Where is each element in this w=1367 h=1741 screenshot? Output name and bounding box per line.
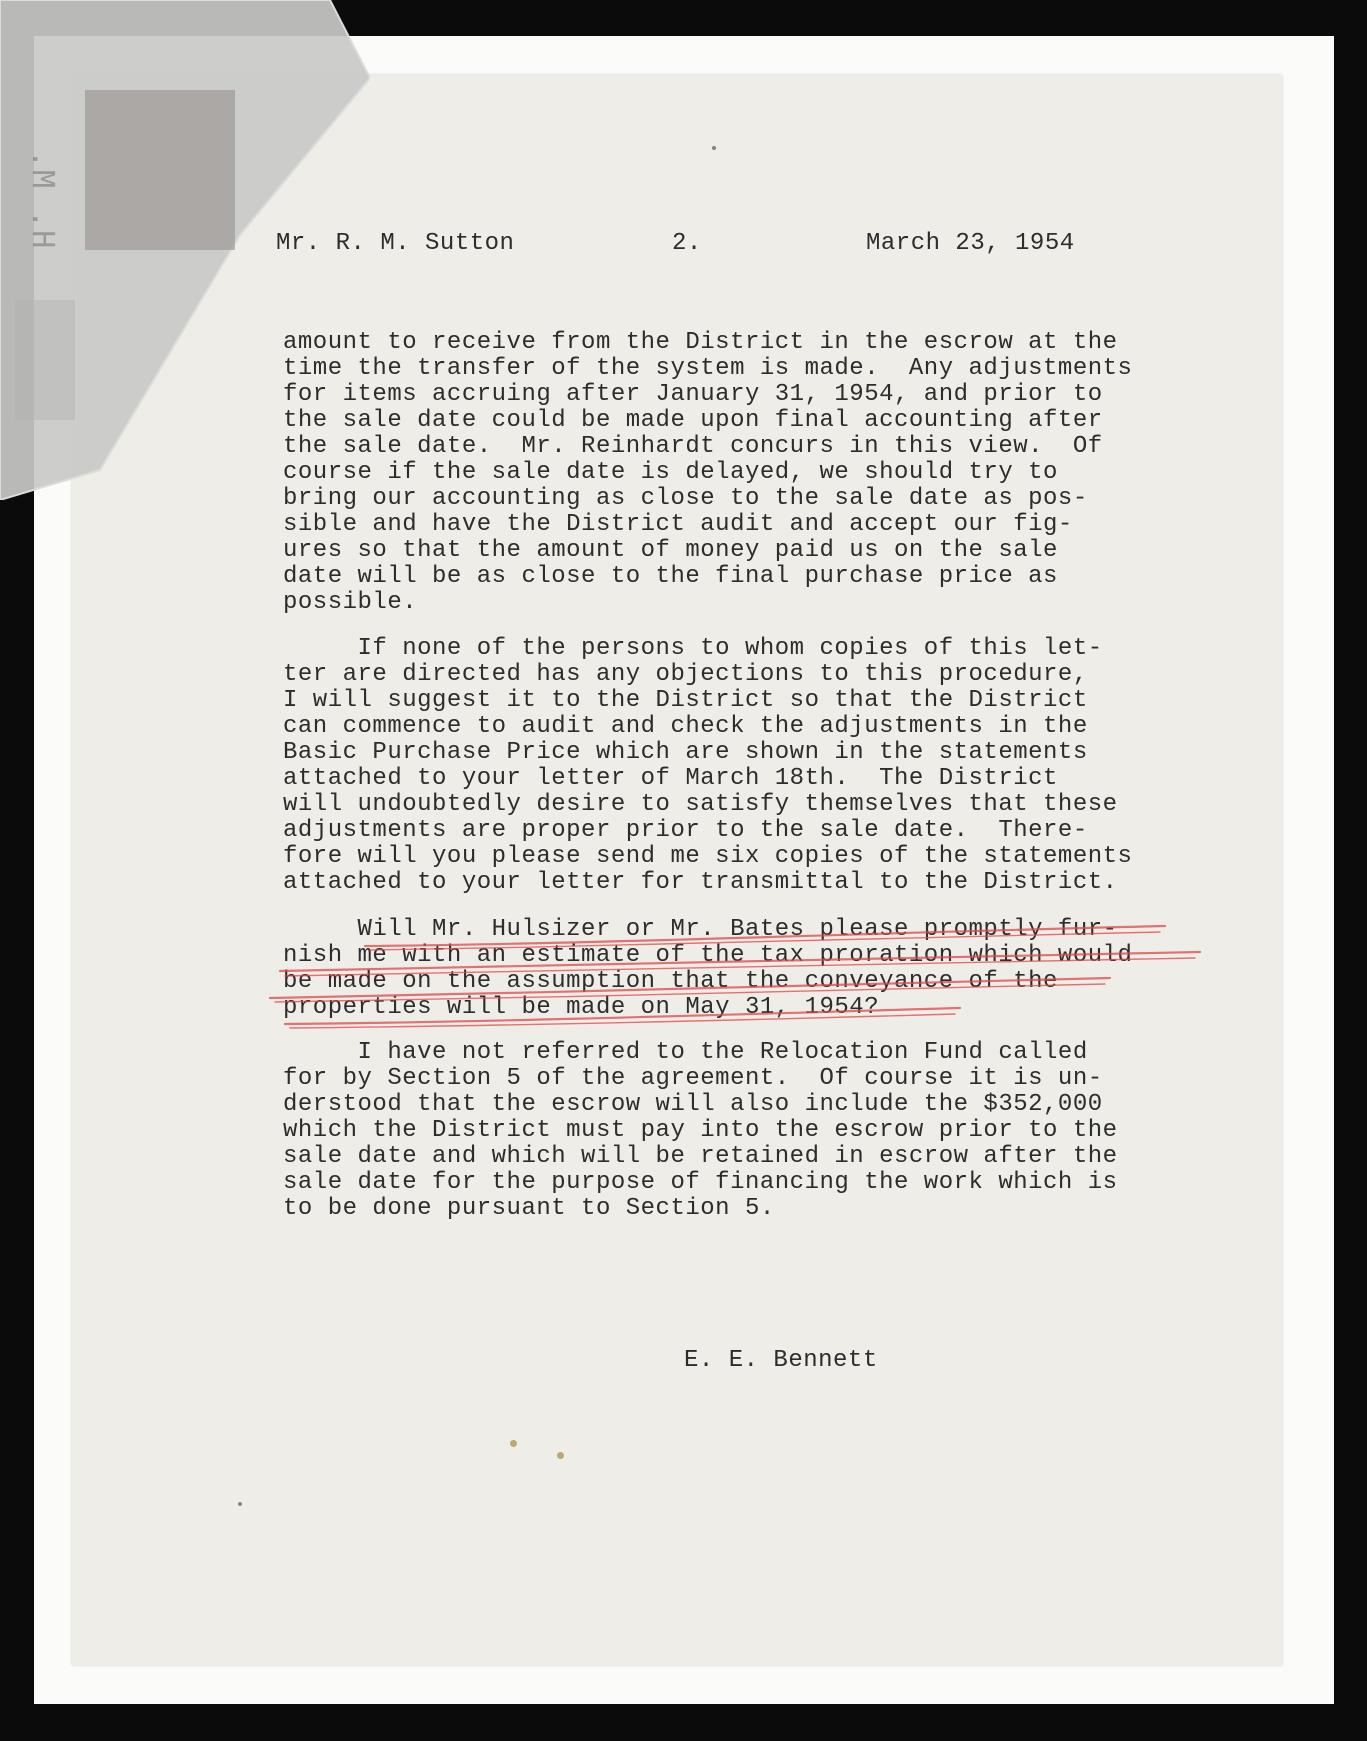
recipient-name: Mr. R. M. Sutton — [276, 230, 515, 257]
text-line: can commence to audit and check the adjustments in the — [283, 713, 1088, 740]
text-line: the sale date could be made upon final accounting after — [283, 407, 1103, 434]
paragraph-4 — [283, 1040, 1163, 1222]
text-line: derstood that the escrow will also include the $352,000 — [283, 1091, 1103, 1118]
text-line: attached to your letter of March 18th. The District — [283, 765, 1058, 792]
text-line: I will suggest it to the District so that the District — [283, 687, 1088, 714]
text-line: sale date and which will be retained in escrow after the — [283, 1143, 1118, 1170]
text-line: fore will you please send me six copies of the statements — [283, 843, 1133, 870]
text-line: ter are directed has any objections to this procedure, — [283, 661, 1088, 688]
text-line: adjustments are proper prior to the sale date. There- — [283, 817, 1088, 844]
paper-stain — [510, 1440, 517, 1447]
text-line: ures so that the amount of money paid us on the sale — [283, 537, 1058, 564]
text-line: date will be as close to the final purchase price as — [283, 563, 1058, 590]
text-line: time the transfer of the system is made. Any adjustments — [283, 355, 1133, 382]
flap-reversed-text-icon: .M .H — [25, 150, 60, 251]
text-line: which the District must pay into the escrow prior to the — [283, 1117, 1118, 1144]
paper-stain — [238, 1502, 242, 1506]
paper-stain — [557, 1452, 564, 1459]
text-line: to be done pursuant to Section 5. — [283, 1195, 775, 1222]
text-line: be made on the assumption that the conveyance of the — [283, 968, 1058, 995]
text-line: attached to your letter for transmittal to the District. — [283, 869, 1118, 896]
letter-date: March 23, 1954 — [866, 230, 1075, 257]
text-line: Basic Purchase Price which are shown in the statements — [283, 739, 1088, 766]
text-line: course if the sale date is delayed, we should try to — [283, 459, 1058, 486]
signature-name: E. E. Bennett — [684, 1347, 878, 1374]
paper-stain — [712, 146, 716, 150]
text-line: bring our accounting as close to the sale date as pos- — [283, 485, 1088, 512]
text-line: I have not referred to the Relocation Fund called — [283, 1039, 1088, 1066]
text-line: sible and have the District audit and accept our fig- — [283, 511, 1073, 538]
text-line: for by Section 5 of the agreement. Of course it is un- — [283, 1065, 1103, 1092]
text-line: nish me with an estimate of the tax proration which would — [283, 942, 1133, 969]
paragraph-2 — [283, 636, 1163, 896]
paragraph-1 — [283, 330, 1163, 616]
text-line: Will Mr. Hulsizer or Mr. Bates please promptly fur- — [283, 916, 1118, 943]
text-line: properties will be made on May 31, 1954? — [283, 994, 880, 1021]
text-line: If none of the persons to whom copies of this let- — [283, 635, 1103, 662]
text-line: for items accruing after January 31, 1954, and prior to — [283, 381, 1103, 408]
text-line: possible. — [283, 589, 418, 616]
page-number: 2. — [672, 230, 702, 257]
text-line: amount to receive from the District in the escrow at the — [283, 329, 1118, 356]
text-line: the sale date. Mr. Reinhardt concurs in this view. Of — [283, 433, 1103, 460]
paragraph-3-highlighted — [283, 917, 1163, 1021]
text-line: will undoubtedly desire to satisfy themselves that these — [283, 791, 1118, 818]
text-line: sale date for the purpose of financing the work which is — [283, 1169, 1118, 1196]
